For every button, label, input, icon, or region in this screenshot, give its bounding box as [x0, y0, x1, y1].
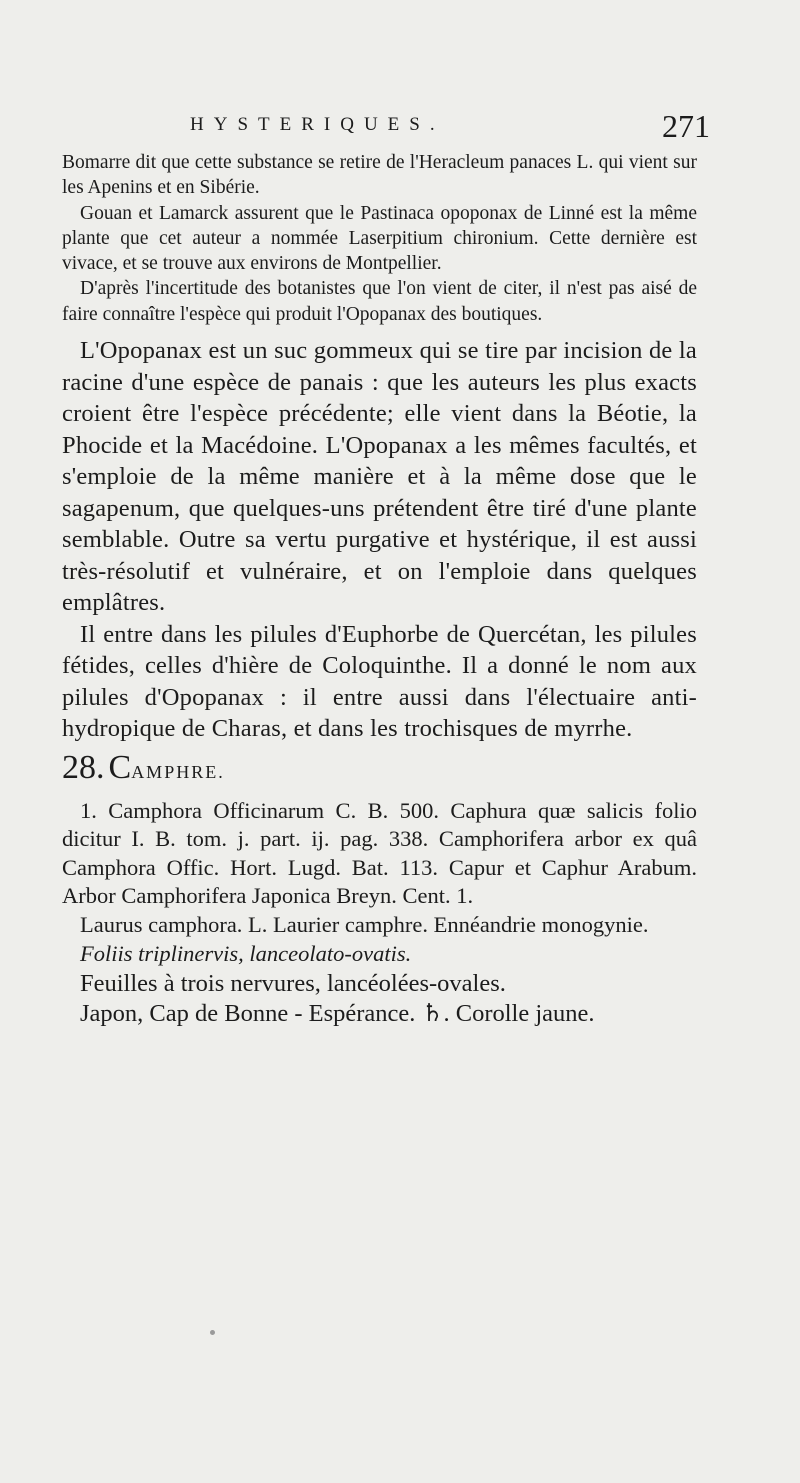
entry-synonyms: 1. Camphora Officinarum C. B. 500. Caphura quæ salicis folio dicitur I. B. tom. j. part. ij. pag. 338. Camphorifera arbor ex quâ Camphora Offic. Hort. Lugd. Bat. 113. Capur et Caphur Arabum. Arbor Camphorifera Japonica Breyn. Cent. 1. — [62, 797, 697, 909]
ink-speck — [210, 1330, 215, 1335]
paragraph-gouan-lamarck: Gouan et Lamarck assurent que le Pastinaca opoponax de Linné est la même plante que cet auteur a nommée Laserpitium chironium. Cette dernière est vivace, et se trouve aux environs de Montpellier. — [62, 202, 697, 275]
paragraph-pilules: Il entre dans les pilules d'Euphorbe de Quercétan, les pilules fétides, celles d'hière de Coloquinthe. Il a donné le nom aux pilules d'Opopanax : il entre aussi dans l'électuaire anti-hydropique de Charas, et dans les trochisques de myrrhe. — [62, 620, 697, 743]
page-body — [62, 150, 697, 1029]
page-header — [150, 108, 710, 148]
section-number: 28. — [62, 748, 105, 786]
running-title: HYSTERIQUES. — [190, 114, 445, 135]
page-number: 271 — [662, 108, 710, 144]
paragraph-incertitude: D'après l'incertitude des botanistes que l'on vient de citer, il n'est pas aisé de faire connaître l'espèce qui produit l'Opopanax des boutiques. — [62, 278, 697, 325]
section-title-rest: AMPHRE. — [131, 761, 225, 782]
entry-latin-description: Foliis triplinervis, lanceolato-ovatis. — [80, 941, 412, 967]
section-title-initial: C — [108, 748, 132, 786]
paragraph-opopanax: L'Opopanax est un suc gommeux qui se tire par incision de la racine d'une espèce de panais : que les auteurs les plus exacts croient être l'espèce précédente; elle vient dans la Béotie, la Phocide et la Macédoine. L'Opopanax a les mêmes facultés, et s'emploie de la même manière et à la même dose que le sagapenum, que quelques-uns prétendent être tiré d'une plante semblable. Outre sa vertu purgative et hystérique, il est aussi très-résolutif et vulnéraire, et on l'emploie dans quelques emplâtres. — [62, 337, 697, 617]
section-title — [109, 749, 225, 787]
section-heading — [62, 749, 697, 793]
entry-french-description: Feuilles à trois nervures, lancéolées-ovales. — [80, 970, 506, 998]
entry-habitat: Japon, Cap de Bonne - Espérance. ♄. Corolle jaune. — [80, 1000, 595, 1028]
paragraph-bomarre: Bomarre dit que cette substance se retire de l'Heracleum panaces L. qui vient sur les Apenins et en Sibérie. — [62, 152, 697, 199]
entry-linnaeus: Laurus camphora. L. Laurier camphre. Ennéandrie monogynie. — [80, 911, 649, 937]
